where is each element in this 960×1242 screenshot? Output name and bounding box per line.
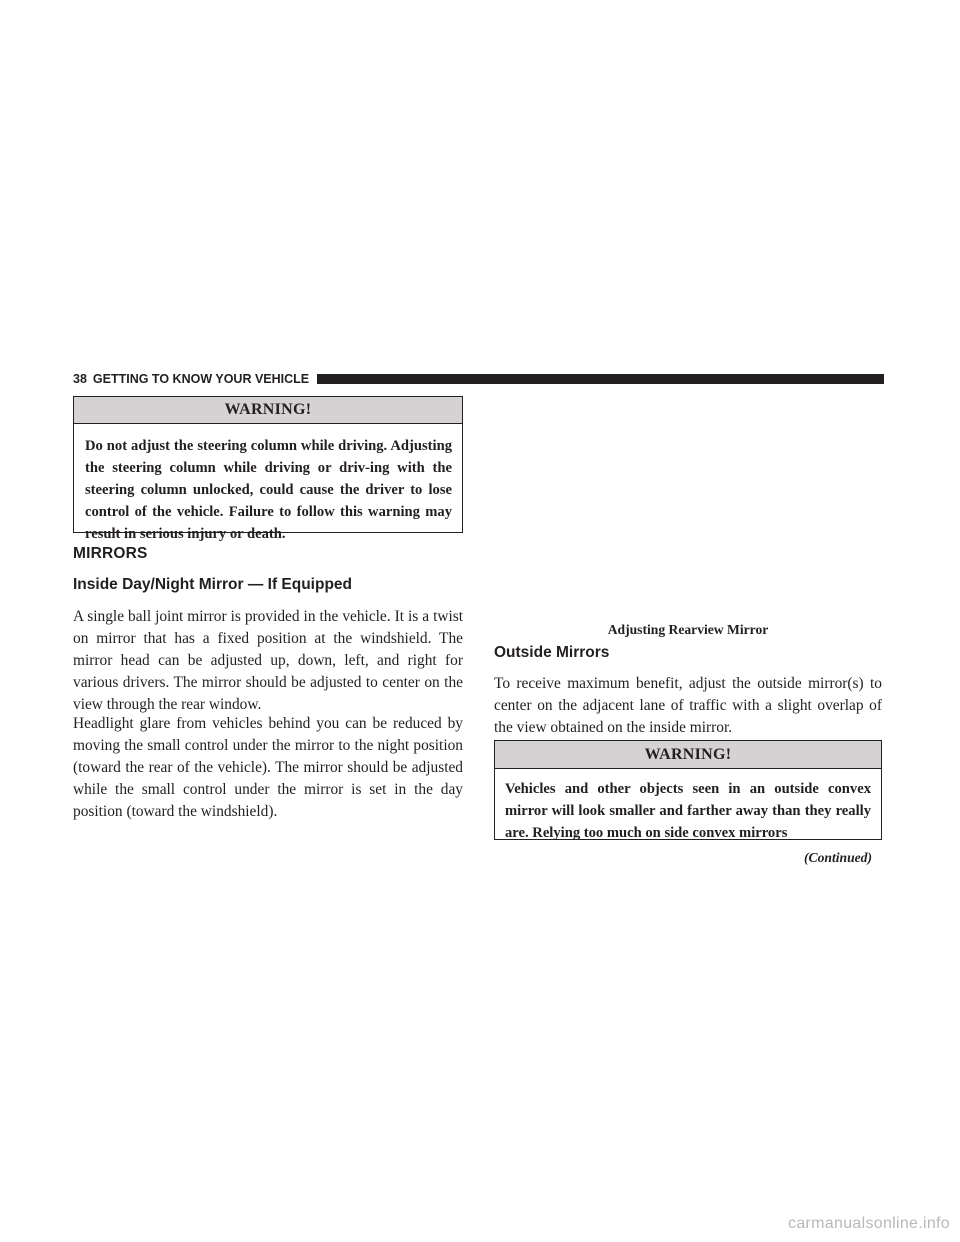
header-rule <box>317 374 884 384</box>
continued-label: (Continued) <box>804 850 872 865</box>
paragraph-headlight-glare: Headlight glare from vehicles behind you can be reduced by moving the small control under the mirror to the night position (toward the rear of the vehicle). The mirror should be adjusted while the small control under the mirror is set in the day position (toward the windshield). <box>73 715 463 820</box>
running-header <box>73 372 884 386</box>
page-number: 38 <box>73 372 87 386</box>
warning-box-convex <box>494 740 882 840</box>
subheading-outside-mirrors: Outside Mirrors <box>494 644 610 661</box>
warning-body <box>74 424 462 545</box>
section-heading-mirrors: MIRRORS <box>73 545 148 562</box>
warning-title: WARNING! <box>495 741 881 769</box>
watermark: carmanualsonline.info <box>788 1215 950 1232</box>
warning-box-steering <box>73 396 463 542</box>
figure-image-area <box>494 396 882 618</box>
figure-caption: Adjusting Rearview Mirror <box>607 622 769 637</box>
warning-text: Do not adjust the steering column while driving. Adjusting the steering column while driving or driv-ing with the steering column unlocked, could cause the driver to lose control of the vehicle. Failure to follow this warning may result in serious injury or death. <box>85 438 452 542</box>
warning-title: WARNING! <box>74 397 462 424</box>
subheading-inside-mirror: Inside Day/Night Mirror — If Equipped <box>73 576 353 593</box>
warning-text: Vehicles and other objects seen in an outside convex mirror will look smaller and farther away than they really are. Relying too much on side convex mirrors <box>505 781 871 841</box>
paragraph-ball-joint: A single ball joint mirror is provided in the vehicle. It is a twist on mirror that has a fixed position at the windshield. The mirror head can be adjusted up, down, left, and right for various drivers. The mirror should be adjusted to center on the view through the rear window. <box>73 608 463 713</box>
left-column <box>73 396 463 820</box>
section-title: GETTING TO KNOW YOUR VEHICLE <box>92 372 310 386</box>
warning-body <box>495 769 881 844</box>
paragraph-outside-mirrors: To receive maximum benefit, adjust the outside mirror(s) to center on the adjacent lane of traffic with a slight overlap of the view obtained on the inside mirror. <box>494 675 882 736</box>
